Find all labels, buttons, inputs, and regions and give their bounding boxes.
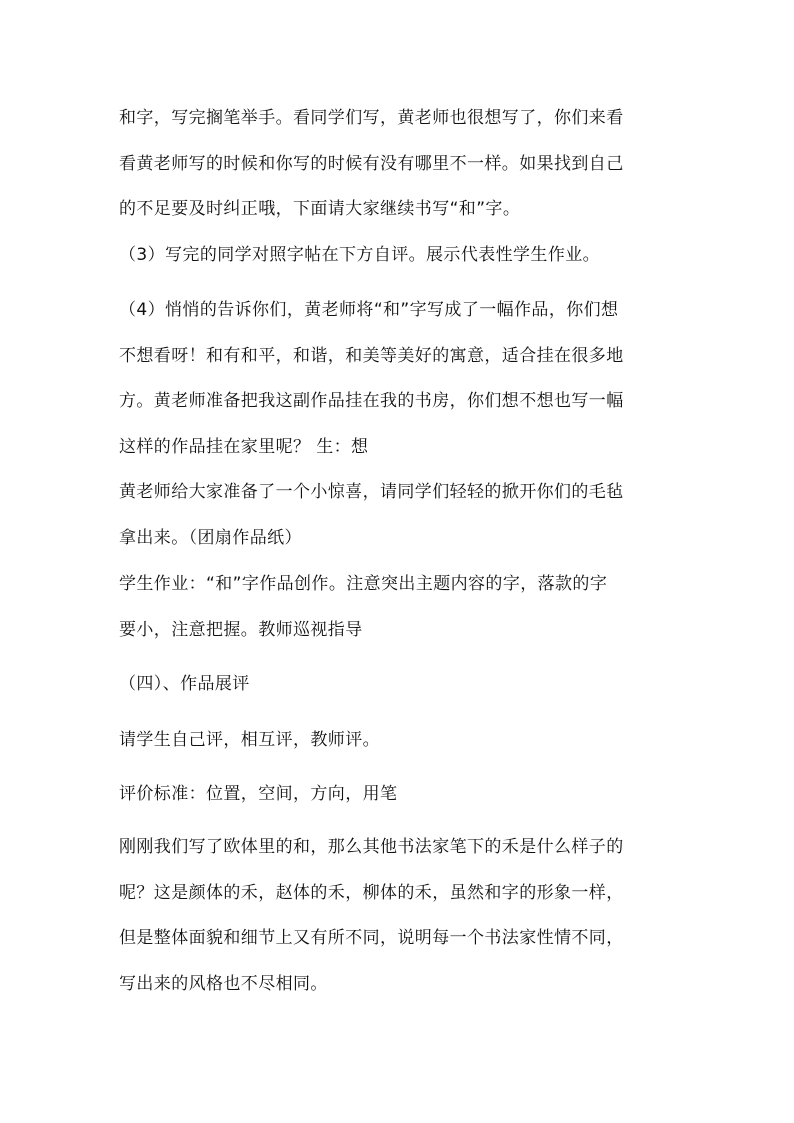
text-line: （四）、作品展评 (119, 674, 250, 694)
text-line: 学生作业：“和”字作品创作。注意突出主题内容的字，落款的字 (119, 574, 608, 594)
paragraph-step-4 (119, 288, 679, 470)
paragraph-writing-practice (119, 96, 679, 233)
paragraph-step-3 (119, 233, 679, 279)
text-line: 请学生自己评，相互评，教师评。 (119, 730, 380, 750)
paragraph-surprise (119, 470, 679, 561)
text-line: （3）写完的同学对照字帖在下方自评。展示代表性学生作业。 (119, 245, 601, 265)
text-line: 这样的作品挂在家里呢？ 生：想 (119, 436, 369, 457)
paragraph-evaluation-methods (119, 718, 679, 764)
paragraph-evaluation-criteria (119, 772, 679, 818)
text-line: 评价标准：位置，空间，方向，用笔 (119, 784, 398, 804)
text-line: 写出来的风格也不尽相同。 (119, 973, 328, 994)
text-line: 刚刚我们写了欧体里的和，那么其他书法家笔下的禾是什么样子的 (119, 837, 624, 857)
text-line: 要小，注意把握。教师巡视指导 (119, 619, 363, 640)
text-line: 但是整体面貌和细节上又有所不同，说明每一个书法家性情不同， (119, 928, 624, 948)
paragraph-student-work (119, 562, 679, 653)
text-line: 不想看呀！和有和平，和谐，和美等美好的寓意，适合挂在很多地 (119, 345, 624, 366)
section-heading-evaluation (119, 662, 679, 708)
text-line: 的不足要及时纠正哦，下面请大家继续书写“和”字。 (119, 199, 521, 219)
text-line: 呢？这是颜体的禾，赵体的禾，柳体的禾，虽然和字的形象一样， (119, 882, 624, 903)
text-line: （4）悄悄的告诉你们，黄老师将“和”字写成了一幅作品，你们想 (119, 300, 619, 320)
paragraph-calligraphy-styles (119, 825, 679, 1007)
text-line: 拿出来。（团扇作品纸） (119, 527, 302, 548)
text-line: 和字，写完搁笔举手。看同学们写，黄老师也很想写了，你们来看 (119, 108, 624, 128)
text-line: 方。黄老师准备把我这副作品挂在我的书房，你们想不想也写一幅 (119, 391, 624, 411)
text-line: 看黄老师写的时候和你写的时候有没有哪里不一样。如果找到自己 (119, 153, 624, 174)
text-line: 黄老师给大家准备了一个小惊喜，请同学们轻轻的掀开你们的毛毡 (119, 482, 624, 502)
